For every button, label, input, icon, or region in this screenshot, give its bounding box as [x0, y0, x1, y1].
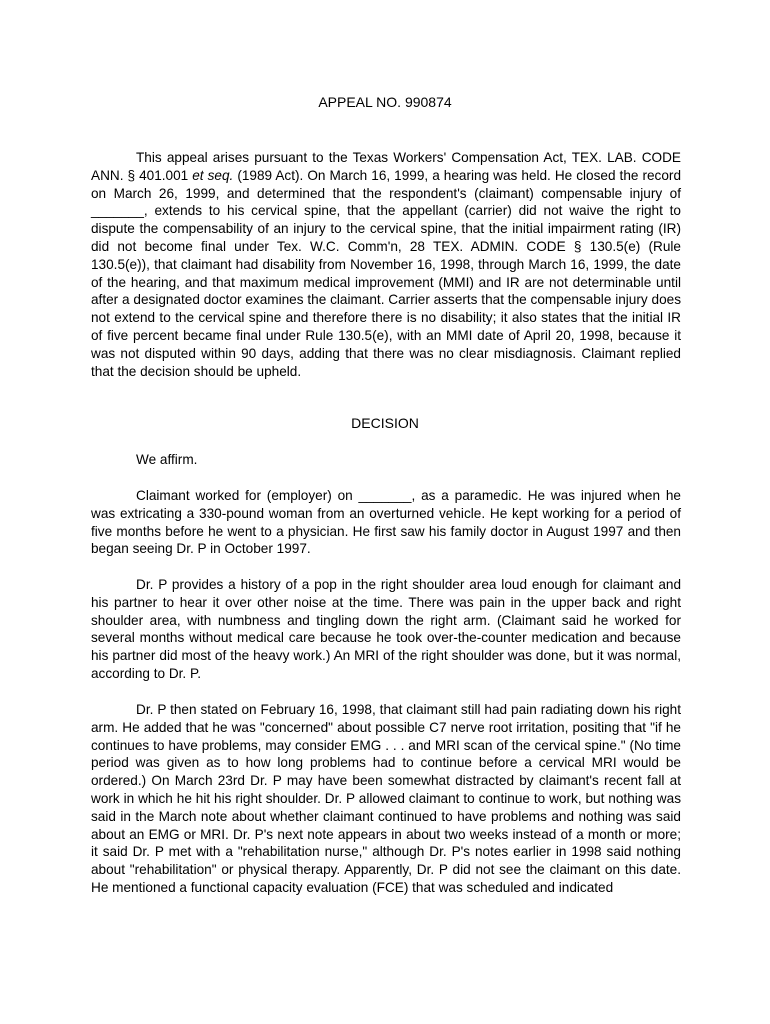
intro-text-a: This appeal arises pursuant to the Texas Workers' Compensation Act, TEX. LAB. CODE ANN. § 401.001	[91, 150, 681, 183]
body-paragraph-history: Dr. P provides a history of a pop in the right shoulder area loud enough for claimant and his partner to hear it over other noise at the time. There was pain in the upper back and right shoulder area, with numbness and tingling down the right arm. (Claimant said he worked for several months without medical care because he took over-the-counter medication and because his partner did most of the heavy work.) An MRI of the right shoulder was done, but it was normal, according to Dr. P.	[91, 577, 681, 681]
intro-text-b: (1989 Act). On March 16, 1999, a hearing was held. He closed the record on March 26, 1999, and determined that the respondent's (claimant) compensable injury of _______, extends to his cervical spine, that the appellant (carrier) did not waive the right to dispute the compensability of an injury to the cervical spine, that the initial impairment rating (IR) did not become final under Tex. W.C. Comm'n, 28 TEX. ADMIN. CODE § 130.5(e) (Rule 130.5(e)), that claimant had disability from November 16, 1998, through March 16, 1999, the date of the hearing, and that maximum medical improvement (MMI) and IR are not determinable until after a designated doctor examines the claimant. Carrier asserts that the compensable injury does not extend to the cervical spine and therefore there is no disability; it also states that the initial IR of five percent became final under Rule 130.5(e), with an MMI date of April 20, 1998, because it was not disputed within 90 days, adding that there was no clear misdiagnosis. Claimant replied that the decision should be upheld.	[91, 167, 681, 379]
decision-heading: DECISION	[351, 415, 419, 431]
appeal-title: APPEAL NO. 990874	[318, 94, 452, 110]
intro-text-italic: et seq.	[192, 167, 234, 183]
affirm-paragraph: We affirm.	[136, 452, 198, 467]
intro-paragraph	[91, 149, 681, 380]
body-paragraph-employment: Claimant worked for (employer) on _______, as a paramedic. He was injured when he was extricating a 330-pound woman from an overturned vehicle. He kept working for a period of five months before he went to a physician. He first saw his family doctor in August 1997 and then began seeing Dr. P in October 1997.	[91, 488, 681, 557]
body-paragraph-followup: Dr. P then stated on February 16, 1998, that claimant still had pain radiating down his right arm. He added that he was "concerned" about possible C7 nerve root irritation, positing that "if he continues to have problems, may consider EMG . . . and MRI scan of the cervical spine." (No time period was given as to how long problems had to continue before a cervical MRI would be ordered.) On March 23rd Dr. P may have been somewhat distracted by claimant's recent fall at work in which he hit his right shoulder. Dr. P allowed claimant to continue to work, but nothing was said in the March note about whether claimant continued to have problems and nothing was said about an EMG or MRI. Dr. P's next note appears in about two weeks instead of a month or more; it said Dr. P met with a "rehabilitation nurse," although Dr. P's notes earlier in 1998 said nothing about "rehabilitation" or physical therapy. Apparently, Dr. P did not see the claimant on this date. He mentioned a functional capacity evaluation (FCE) that was scheduled and indicated	[91, 702, 681, 895]
